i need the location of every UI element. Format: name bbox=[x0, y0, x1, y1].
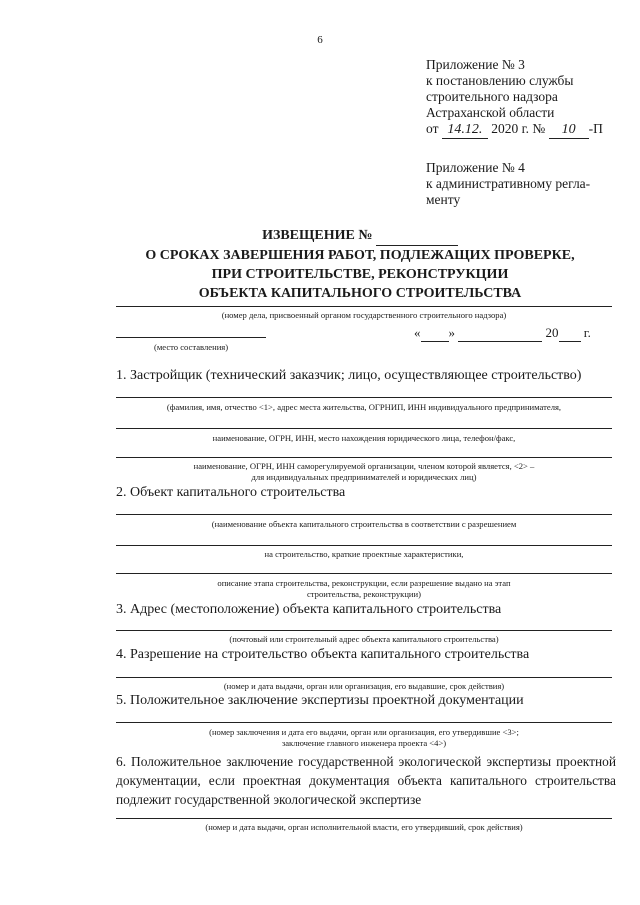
section-2-caption-2: на строительство, краткие проектные характеристики, bbox=[264, 549, 464, 559]
section-3-line bbox=[116, 630, 612, 631]
month-blank bbox=[458, 325, 542, 342]
section-3-heading: 3. Адрес (местоположение) объекта капитального строительства bbox=[116, 602, 502, 617]
section-2-line-2 bbox=[116, 545, 612, 546]
section-4-heading: 4. Разрешение на строительство объекта капитального строительства bbox=[116, 647, 530, 662]
section-6-line bbox=[116, 818, 612, 819]
section-4-caption: (номер и дата выдачи, орган или организация, его выдавшие, срок действия) bbox=[223, 681, 505, 691]
section-1-heading: 1. Застройщик (технический заказчик; лицо, осуществляющее строительство) bbox=[116, 368, 582, 383]
section-5-line bbox=[116, 722, 612, 723]
title-line: ПРИ СТРОИТЕЛЬСТВЕ, РЕКОНСТРУКЦИИ bbox=[211, 267, 509, 282]
appendix-4-line: к административному регла- bbox=[426, 176, 591, 191]
appendix-3-line: к постановлению службы bbox=[426, 73, 574, 88]
appendix-3-line: Астраханской области bbox=[426, 105, 555, 120]
section-5-heading: 5. Положительное заключение экспертизы проектной документации bbox=[116, 693, 524, 708]
case-number-caption: (номер дела, присвоенный органом государственного строительного надзора) bbox=[221, 310, 507, 320]
section-1-caption-2: наименование, ОГРН, ИНН, место нахождения юридического лица, телефон/факс, bbox=[212, 433, 516, 443]
section-1-caption-1: (фамилия, имя, отчество <1>, адрес места жительства, ОГРНИП, ИНН индивидуального предпринимателя, bbox=[166, 402, 562, 412]
appendix-3-block bbox=[426, 57, 603, 139]
place-caption: (место составления) bbox=[154, 342, 229, 352]
date-fill-line: « » 20 г. bbox=[414, 325, 591, 340]
section-2-caption-3a: описание этапа строительства, реконструкции, если разрешение выдано на этап bbox=[217, 578, 511, 588]
section-1-caption-3b: для индивидуальных предпринимателей и юридических лиц) bbox=[251, 472, 477, 482]
place-line bbox=[116, 337, 266, 338]
appendix-4-block bbox=[426, 160, 590, 208]
section-3-caption: (почтовый или строительный адрес объекта капитального строительства) bbox=[229, 634, 499, 644]
section-2-line-3 bbox=[116, 573, 612, 574]
notice-number-blank bbox=[376, 226, 458, 246]
appendix-3-line: строительного надзора bbox=[426, 89, 558, 104]
case-number-line bbox=[116, 306, 612, 307]
number-suffix: -П bbox=[588, 121, 603, 136]
document-title bbox=[100, 226, 620, 303]
section-1-line-2 bbox=[116, 428, 612, 429]
section-1-caption-3a: наименование, ОГРН, ИНН саморегулируемой организации, членом которой является, <2> – bbox=[193, 461, 535, 471]
handwritten-number: 10 bbox=[549, 122, 589, 139]
section-2-caption-1: (наименование объекта капитального строительства в соответствии с разрешением bbox=[211, 519, 517, 529]
section-5-caption-a: (номер заключения и дата его выдачи, орган или организация, его утвердившие <3>; bbox=[209, 727, 519, 737]
title-line: ИЗВЕЩЕНИЕ № bbox=[100, 226, 620, 246]
section-1-line-3 bbox=[116, 457, 612, 458]
section-2-caption-3b: строительства, реконструкции) bbox=[306, 589, 421, 599]
date-prefix: от bbox=[426, 121, 439, 136]
section-2-heading: 2. Объект капитального строительства bbox=[116, 485, 346, 500]
day-blank bbox=[421, 325, 449, 342]
title-line: ОБЪЕКТА КАПИТАЛЬНОГО СТРОИТЕЛЬСТВА bbox=[198, 286, 522, 301]
page-number: 6 bbox=[317, 34, 323, 46]
appendix-4-line: менту bbox=[426, 192, 461, 207]
appendix-4-title: Приложение № 4 bbox=[426, 160, 525, 175]
title-line: О СРОКАХ ЗАВЕРШЕНИЯ РАБОТ, ПОДЛЕЖАЩИХ ПРОВЕРКЕ, bbox=[145, 248, 575, 263]
date-year: 2020 г. № bbox=[491, 121, 546, 136]
year-blank bbox=[559, 325, 581, 342]
appendix-3-title: Приложение № 3 bbox=[426, 57, 525, 72]
handwritten-date: 14.12. bbox=[442, 122, 488, 139]
appendix-3-date-line bbox=[426, 121, 603, 139]
section-6-paragraph: 6. Положительное заключение государственной экологической экспертизы проектной документации, если проектная документация объекта капитального строительства подлежит государственной экологической экспертизе bbox=[116, 754, 616, 807]
section-1-line-1 bbox=[116, 397, 612, 398]
section-4-line bbox=[116, 677, 612, 678]
section-5-caption-b: заключение главного инженера проекта <4>) bbox=[281, 738, 447, 748]
section-2-line-1 bbox=[116, 514, 612, 515]
section-6-caption: (номер и дата выдачи, орган исполнительной власти, его утвердивший, срок действия) bbox=[205, 822, 523, 832]
